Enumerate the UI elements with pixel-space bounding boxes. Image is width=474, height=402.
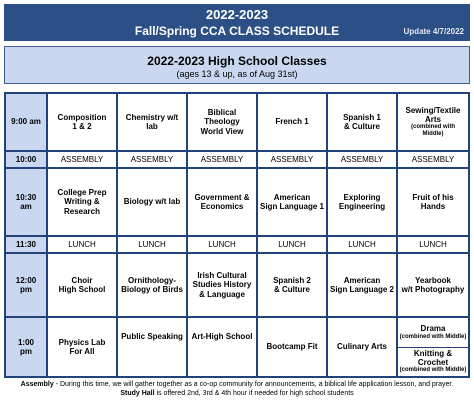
assembly-cell: ASSEMBLY <box>328 152 396 167</box>
assembly-note <box>4 380 470 389</box>
class-title: Drama <box>420 324 446 334</box>
class-cell: Spanish 2 & Culture <box>258 254 326 316</box>
class-cell: Culinary Arts <box>328 318 396 376</box>
class-cell-sewing <box>398 94 468 150</box>
class-cell: College Prep Writing & Research <box>48 169 116 235</box>
assembly-cell: ASSEMBLY <box>398 152 468 167</box>
class-cell: Biblical Theology World View <box>188 94 256 150</box>
class-cell-split <box>398 318 468 376</box>
section-subtitle: (ages 13 & up, as of Aug 31st) <box>176 69 298 79</box>
class-cell: Ornithology- Biology of Birds <box>118 254 186 316</box>
class-cell: French 1 <box>258 94 326 150</box>
lunch-cell: LUNCH <box>188 237 256 252</box>
class-cell: Chemistry w/t lab <box>118 94 186 150</box>
lunch-cell: LUNCH <box>118 237 186 252</box>
class-cell: Exploring Engineering <box>328 169 396 235</box>
drama-cell <box>398 318 468 348</box>
class-cell: Irish Cultural Studies History & Language <box>188 254 256 316</box>
lunch-cell: LUNCH <box>328 237 396 252</box>
time-slot: 11:30 <box>6 237 46 252</box>
assembly-cell: ASSEMBLY <box>188 152 256 167</box>
schedule-grid <box>4 92 470 378</box>
class-cell: Art-High School <box>188 318 256 376</box>
combined-note: (combined with Middle) <box>399 367 467 374</box>
class-title: Knitting & Crochet <box>413 348 453 368</box>
assembly-label: Assembly <box>20 381 54 388</box>
time-slot: 1:00 pm <box>6 318 46 376</box>
lunch-cell: LUNCH <box>258 237 326 252</box>
assembly-cell: ASSEMBLY <box>48 152 116 167</box>
class-cell: Spanish 1 & Culture <box>328 94 396 150</box>
class-cell: American Sign Language 1 <box>258 169 326 235</box>
class-cell: American Sign Language 2 <box>328 254 396 316</box>
class-cell: Composition 1 & 2 <box>48 94 116 150</box>
knitting-cell <box>398 347 468 376</box>
class-cell: Yearbook w/t Photography <box>398 254 468 316</box>
class-cell: Choir High School <box>48 254 116 316</box>
class-title: Sewing/Textile Arts <box>405 105 461 125</box>
studyhall-label: Study Hall <box>120 390 155 398</box>
class-cell: Government & Economics <box>188 169 256 235</box>
assembly-cell: ASSEMBLY <box>118 152 186 167</box>
combined-note: (combined with Middle) <box>399 333 467 340</box>
time-slot: 10:30 am <box>6 169 46 235</box>
class-cell: Public Speaking <box>118 318 186 376</box>
header-title: Fall/Spring CCA CLASS SCHEDULE <box>134 24 340 38</box>
assembly-text: - During this time, we will gather together as a co-op community for announcements, a biblical life application lesson, and prayer. <box>53 381 454 388</box>
section-title: 2022-2023 High School Classes <box>147 54 327 68</box>
update-date: Update 4/7/2022 <box>403 27 464 36</box>
time-slot: 12:00 pm <box>6 254 46 316</box>
time-slot: 10:00 <box>6 152 46 167</box>
lunch-cell: LUNCH <box>398 237 468 252</box>
class-cell: Fruit of his Hands <box>398 169 468 235</box>
studyhall-note <box>4 389 470 398</box>
section-banner <box>4 46 470 84</box>
class-cell: Biology w/t lab <box>118 169 186 235</box>
time-slot: 9:00 am <box>6 94 46 150</box>
class-cell: Bootcamp Fit <box>258 318 326 376</box>
header-year: 2022-2023 <box>205 7 269 22</box>
lunch-cell: LUNCH <box>48 237 116 252</box>
combined-note: (combined with Middle) <box>411 124 455 138</box>
studyhall-text: is offered 2nd, 3rd & 4th hour if needed for high school students <box>154 390 354 398</box>
schedule-header <box>4 4 470 41</box>
footer-notes <box>4 380 470 398</box>
assembly-cell: ASSEMBLY <box>258 152 326 167</box>
class-cell: Physics Lab For All <box>48 318 116 376</box>
